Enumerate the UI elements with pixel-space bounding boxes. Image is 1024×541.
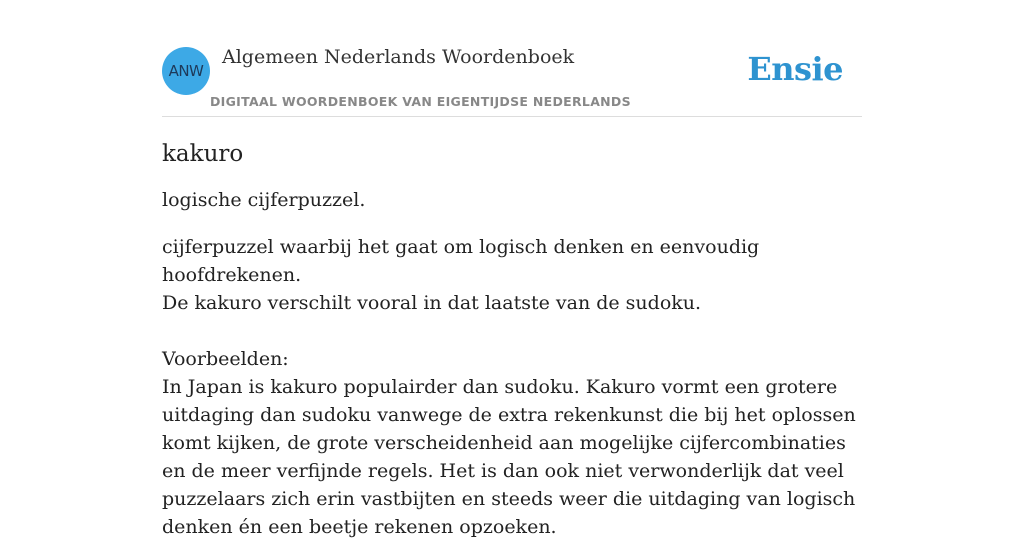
anw-logo[interactable]: ANW xyxy=(162,47,210,95)
long-definition xyxy=(162,233,862,317)
short-definition: logische cijferpuzzel. xyxy=(162,189,366,211)
headword: kakuro xyxy=(162,141,244,167)
ensie-brand-logo[interactable]: Ensie xyxy=(747,50,843,88)
entry-content xyxy=(162,138,862,541)
example-text: In Japan is kakuro populairder dan sudoku. Kakuro vormt een grotere uitdaging dan sudoku vanwege de extra rekenkunst die bij het oplossen komt kijken, de grote verscheidenheid aan mogelijke cijfercombinaties en de meer verfijnde regels. Het is dan ook niet verwonderlijk dat veel puzzelaars zich erin vastbijten en steeds weer die uitdaging van logisch denken én een beetje rekenen opzoeken. xyxy=(162,376,856,538)
long-definition-line: cijferpuzzel waarbij het gaat om logisch denken en eenvoudig hoofdrekenen. xyxy=(162,236,760,286)
examples-label: Voorbeelden: xyxy=(162,348,289,370)
site-header xyxy=(162,40,862,117)
site-title[interactable]: Algemeen Nederlands Woordenboek xyxy=(222,46,575,68)
site-subtitle: DIGITAAL WOORDENBOEK VAN EIGENTIJDSE NEDERLANDS xyxy=(210,94,631,109)
long-definition-line: De kakuro verschilt vooral in dat laatste van de sudoku. xyxy=(162,292,702,314)
